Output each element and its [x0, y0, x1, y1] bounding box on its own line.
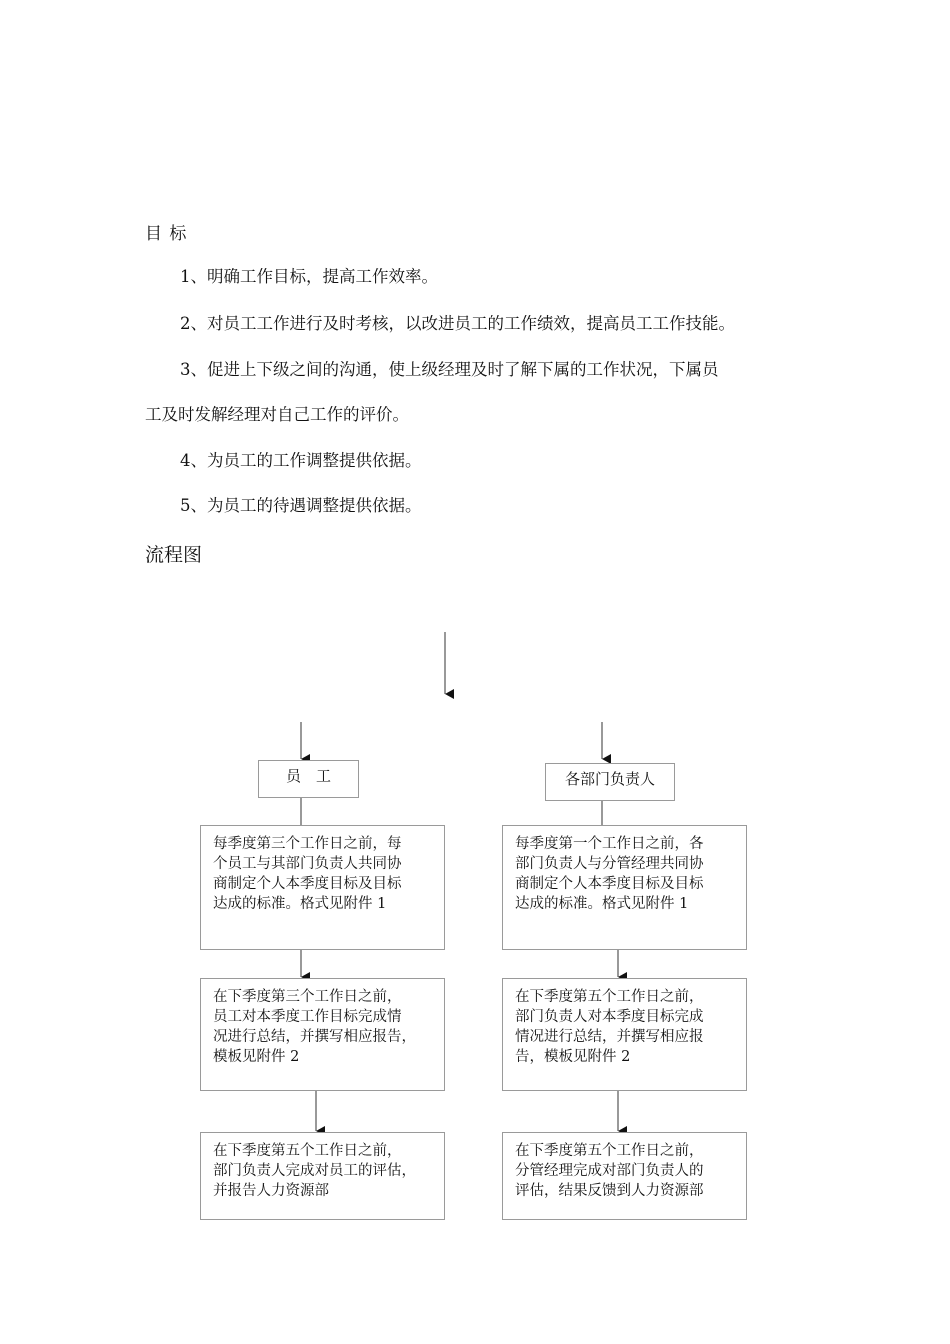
manager-step-2: 在下季度第五个工作日之前， 部门负责人对本季度目标完成 情况进行总结，并撰写相应报 告，模板见附件 2	[502, 978, 747, 1091]
goal-item-5: 5、为员工的待遇调整提供依据。	[180, 496, 422, 515]
goal-item-1: 1、明确工作目标，提高工作效率。	[180, 267, 438, 286]
employee-header-box: 员 工	[258, 760, 359, 798]
goal-heading: 目 标	[145, 224, 188, 244]
employee-step-1: 每季度第三个工作日之前，每 个员工与其部门负责人共同协 商制定个人本季度目标及目标 达成的标准。格式见附件 1	[200, 825, 445, 950]
goal-item-2: 2、对员工工作进行及时考核，以改进员工的工作绩效，提高员工工作技能。	[180, 314, 735, 333]
manager-step-3: 在下季度第五个工作日之前， 分管经理完成对部门负责人的 评估，结果反馈到人力资源部	[502, 1132, 747, 1220]
flowchart-heading: 流程图	[145, 544, 203, 566]
employee-step-3: 在下季度第五个工作日之前， 部门负责人完成对员工的评估， 并报告人力资源部	[200, 1132, 445, 1220]
manager-step-1: 每季度第一个工作日之前，各 部门负责人与分管经理共同协 商制定个人本季度目标及目标 达成的标准。格式见附件 1	[502, 825, 747, 950]
employee-step-2: 在下季度第三个工作日之前， 员工对本季度工作目标完成情 况进行总结，并撰写相应报告， 模板见附件 2	[200, 978, 445, 1091]
goal-item-4: 4、为员工的工作调整提供依据。	[180, 451, 422, 470]
manager-header-box: 各部门负责人	[545, 763, 675, 801]
goal-item-3-line-2: 工及时发解经理对自己工作的评价。	[145, 405, 409, 424]
goal-item-3-line-1: 3、促进上下级之间的沟通，使上级经理及时了解下属的工作状况，下属员	[180, 360, 719, 379]
